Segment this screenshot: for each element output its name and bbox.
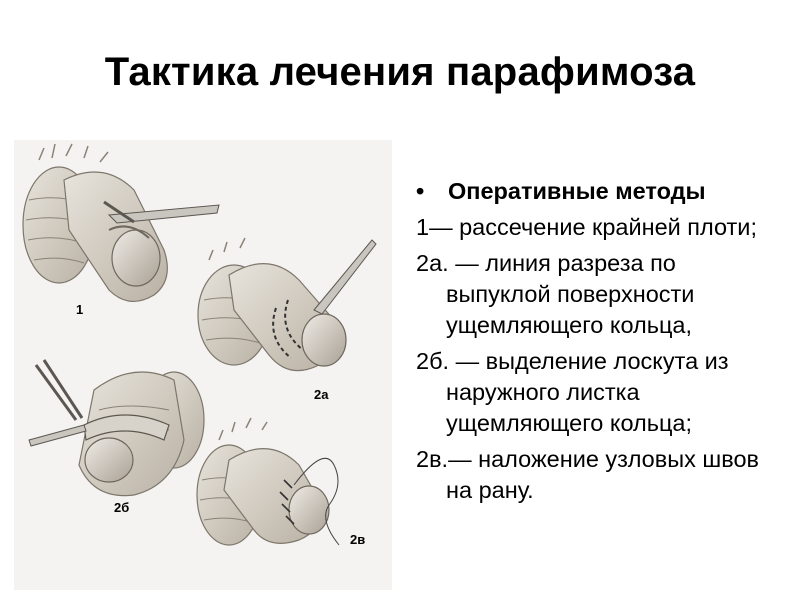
slide-title: Тактика лечения парафимоза xyxy=(104,50,696,94)
list-item-2v: 2в.— наложение узловых швов на рану. xyxy=(416,446,760,503)
bullet-heading: Оперативные методы xyxy=(448,178,706,204)
surgical-illustration xyxy=(14,140,392,590)
figure-label-1: 1 xyxy=(76,302,84,317)
list-item-2a: 2а. — линия разреза по выпуклой поверхности ущемляющего кольца, xyxy=(416,250,695,338)
figure-2a-drawing xyxy=(198,238,376,371)
surgical-illustration-drawing xyxy=(14,140,392,590)
bullet-heading-row xyxy=(416,176,786,207)
list-item-2b: 2б. — выделение лоскута из наружного листка ущемляющего кольца; xyxy=(416,348,729,436)
list-item-1: 1— рассечение крайней плоти; xyxy=(416,214,757,240)
figure-label-2b: 2б xyxy=(114,500,130,515)
figure-2b-drawing xyxy=(29,360,204,496)
figure-2v-drawing xyxy=(197,418,339,545)
bullet-icon: • xyxy=(416,178,425,204)
figure-label-2a: 2а xyxy=(314,387,329,402)
figure-label-2v: 2в xyxy=(350,532,366,547)
figure-1-drawing xyxy=(23,144,219,301)
bullet-list xyxy=(416,176,786,511)
